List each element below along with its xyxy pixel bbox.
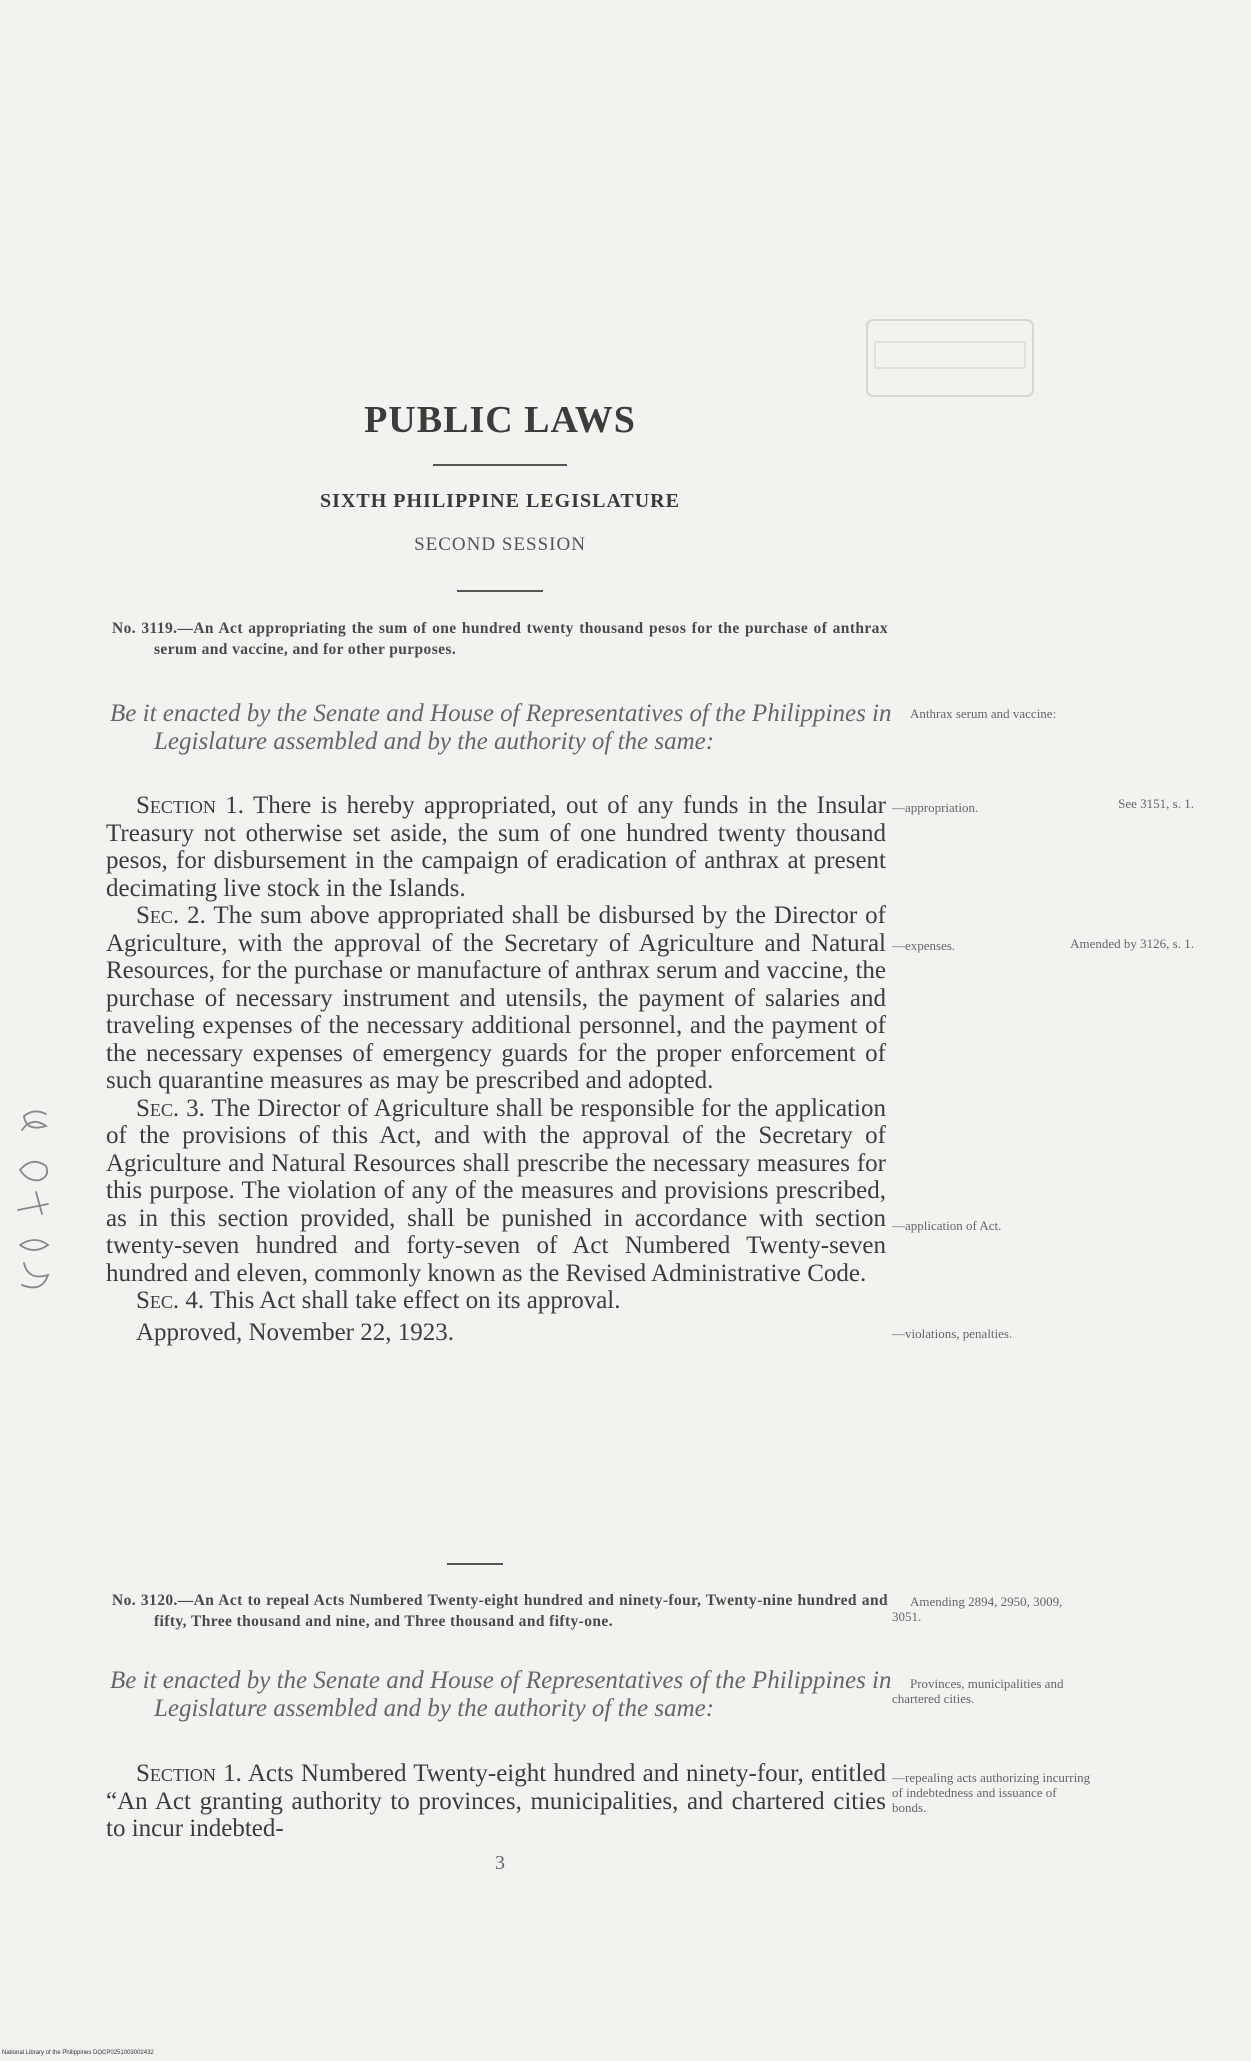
margin-note-amending: Amending 2894, 2950, 3009, 3051.: [892, 1594, 1063, 1624]
act-3119-heading: [112, 618, 888, 660]
section-text: Acts Numbered Twenty-eight hundred and ninety-four, entitled “An Act granting authority to provinces, municipalities, and chartered cities to incur indebted-: [106, 1760, 886, 1842]
section-text: There is hereby appropriated, out of any funds in the Insular Treasury not otherwise set aside, the sum of one hundred twenty thousand pesos, for disbursement in the campaign of eradication of anthrax at present decimating live stock in the Islands.: [106, 792, 886, 902]
margin-note-provinces: Provinces, municipalities and chartered cities.: [892, 1676, 1064, 1706]
act-separator-rule: [447, 1563, 503, 1565]
section-text: The sum above appropriated shall be disbursed by the Director of Agriculture, with the approval of the Secretary of Agriculture and Natural Resources, for the purchase or manufacture of anthrax serum and vaccine, the purchase of necessary instrument and utensils, the payment of salaries and traveling expenses of the necessary additional personnel, and the payment of the necessary expenses of emergency guards for the proper enforcement of such quarantine measures as may be prescribed and adopted.: [106, 902, 887, 1094]
margin-note-appropriation: —appropriation.: [892, 800, 979, 815]
act-3120-heading: [112, 1590, 888, 1632]
section-text: The Director of Agriculture shall be responsible for the application of the provisions of this Act, and with the approval of the Secretary of Agriculture and Natural Resources shall prescribe the necessary measures for this purpose. The violation of any of the measures and provisions prescribed, as in this section provided, shall be punished in accordance with section twenty-seven hundred and forty-seven of Act Numbered Twenty-seven hundred and eleven, commonly known as the Revised Administrative Code.: [106, 1094, 886, 1287]
margin-note-expenses: —expenses.: [892, 938, 956, 953]
library-stamp: [865, 318, 1035, 398]
margin-note-amended: Amended by 3126, s. 1.: [1070, 936, 1194, 951]
session-rule: [457, 590, 543, 592]
act-number: No. 3120.: [112, 1592, 178, 1609]
act-3120-body: [106, 1760, 886, 1843]
title-rule: [433, 464, 567, 466]
session-heading: SECOND SESSION: [414, 534, 586, 555]
margin-note-violations: —violations, penalties.: [892, 1326, 1013, 1341]
act-title: —An Act to repeal Acts Numbered Twenty-eight hundred and ninety-four, Twenty-nine hundred and fifty, Three thousand and nine, and Three thousand and fifty-one.: [154, 1592, 888, 1630]
page-title: PUBLIC LAWS: [364, 399, 636, 441]
section-label: Sec. 3.: [136, 1094, 205, 1122]
margin-note-application: —application of Act.: [892, 1218, 1002, 1233]
section-paragraph: [106, 902, 886, 1095]
scan-footer: National Library of the Philippines DOCP0251003002432: [2, 2050, 154, 2056]
act-3119-body: [106, 792, 886, 1346]
handwritten-accession-number: [10, 1060, 60, 1300]
section-paragraph: [106, 1287, 886, 1315]
act-title: —An Act appropriating the sum of one hundred twenty thousand pesos for the purchase of anthrax serum and vaccine, and for other purposes.: [154, 620, 888, 658]
approval-line: Approved, November 22, 1923.: [136, 1318, 454, 1346]
legislature-heading: SIXTH PHILIPPINE LEGISLATURE: [320, 490, 680, 512]
section-paragraph: [106, 792, 886, 902]
section-paragraph: [106, 1760, 886, 1843]
section-label: Section 1.: [136, 792, 245, 819]
section-label: Sec. 2.: [136, 902, 206, 929]
act-number: No. 3119.: [112, 620, 178, 637]
section-label: Section 1.: [136, 1760, 242, 1787]
margin-note-repealing: —repealing acts authorizing incurring of indebtedness and issuance of bonds.: [892, 1770, 1091, 1815]
section-label: Sec. 4.: [136, 1287, 205, 1314]
margin-note-anthrax: Anthrax serum and vaccine:: [910, 706, 1057, 721]
section-paragraph: [106, 1095, 886, 1288]
section-text: This Act shall take effect on its approval.: [209, 1287, 621, 1314]
act-3120-enacting-clause: Be it enacted by the Senate and House of Representatives of the Philippines in Legislature assembled and by the authority of the same:: [110, 1667, 892, 1722]
margin-note-see: See 3151, s. 1.: [1118, 796, 1194, 811]
page-number: 3: [495, 1852, 505, 1874]
act-3119-enacting-clause: Be it enacted by the Senate and House of Representatives of the Philippines in Legislature assembled and by the authority of the same:: [110, 700, 892, 755]
